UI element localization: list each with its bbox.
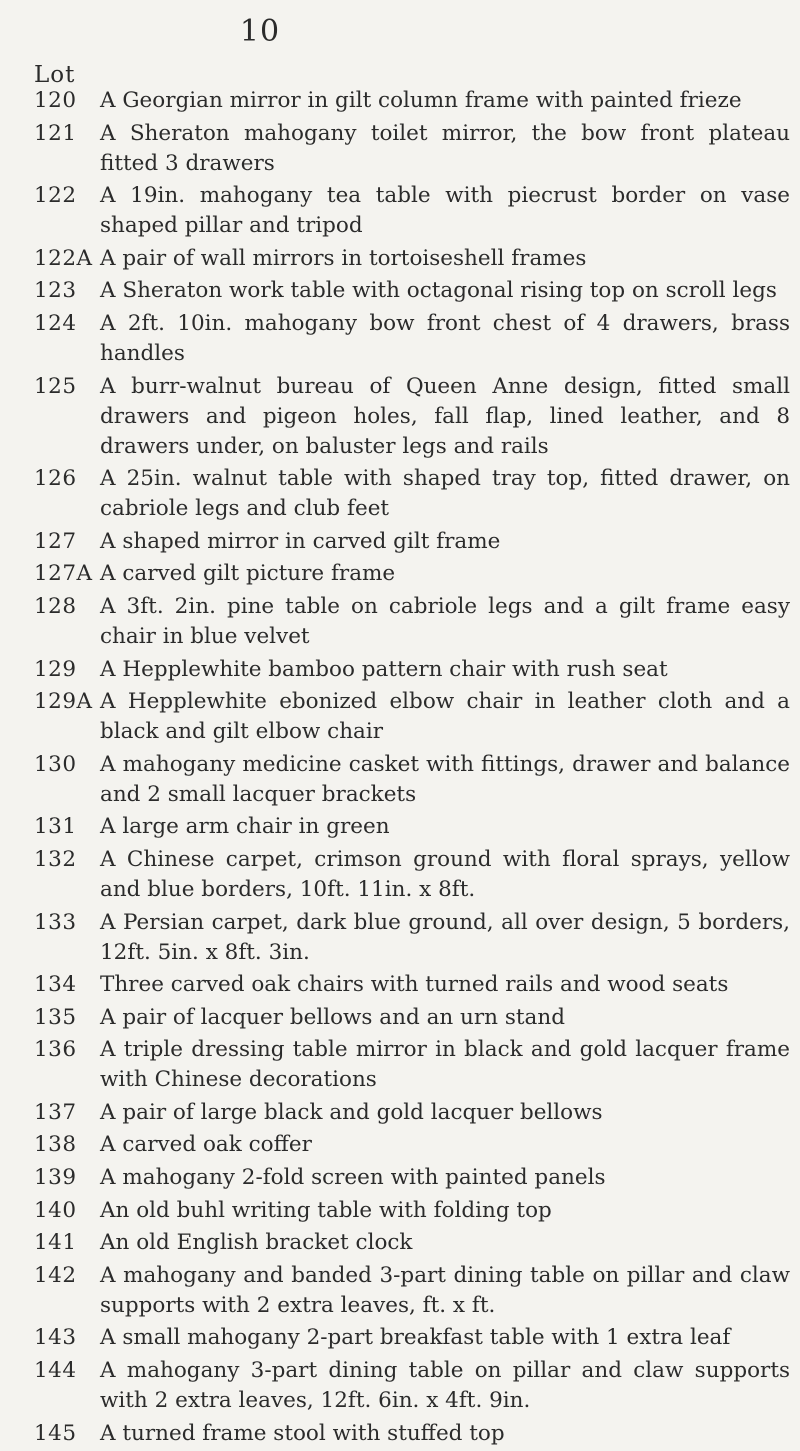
lot-entry: [34, 845, 790, 905]
lot-entry: [34, 1228, 790, 1258]
lot-entry: [34, 1035, 790, 1095]
lot-number: 131: [34, 814, 77, 840]
lot-description: A triple dressing table mirror in black and gold lacquer frame with Chinese decorations: [100, 1037, 790, 1093]
lot-entry: [34, 527, 790, 557]
lot-entry: [34, 119, 790, 179]
lot-entry: [34, 1323, 790, 1353]
lot-entry: [34, 1098, 790, 1128]
lot-number: 124: [34, 310, 77, 336]
lot-description: A Persian carpet, dark blue ground, all over design, 5 borders, 12ft. 5in. x 8ft. 3in.: [100, 909, 790, 965]
lot-description: A 3ft. 2in. pine table on cabriole legs and a gilt frame easy chair in blue velvet: [100, 593, 790, 649]
lot-description: A mahogany 3-part dining table on pillar and claw supports with 2 extra leaves, 12ft. 6in. x 4ft. 9in.: [100, 1358, 790, 1414]
lot-description: A Hepplewhite ebonized elbow chair in leather cloth and a black and gilt elbow chair: [100, 689, 790, 745]
lot-number: 122: [34, 183, 77, 209]
lot-number: 137: [34, 1099, 77, 1125]
lot-number: 123: [34, 278, 77, 304]
lot-number: 145: [34, 1420, 77, 1446]
lot-entry: [34, 181, 790, 241]
lot-number: 129: [34, 656, 77, 682]
lot-number: 136: [34, 1037, 77, 1063]
lot-description: A mahogany 2-fold screen with painted panels: [100, 1165, 606, 1191]
lot-description: A Hepplewhite bamboo pattern chair with rush seat: [100, 656, 668, 682]
page-number: 10: [239, 14, 281, 49]
lot-description: A Chinese carpet, crimson ground with floral sprays, yellow and blue borders, 10ft. 11in. x 8ft.: [100, 846, 790, 902]
lot-description: A 2ft. 10in. mahogany bow front chest of 4 drawers, brass handles: [100, 310, 790, 366]
lot-entry: [34, 812, 790, 842]
lot-number: 142: [34, 1262, 77, 1288]
lot-entry: [34, 1261, 790, 1321]
lot-number: 120: [34, 88, 77, 113]
lot-description: A Georgian mirror in gilt column frame with painted frieze: [100, 88, 742, 113]
lot-description: A large arm chair in green: [100, 814, 390, 840]
lot-number: 141: [34, 1230, 77, 1256]
lot-description: A pair of large black and gold lacquer bellows: [100, 1099, 603, 1125]
lot-number: 127: [34, 528, 77, 554]
lot-entry: [34, 309, 790, 369]
lot-number: 132: [34, 846, 77, 872]
lot-number: 133: [34, 909, 77, 935]
lot-description: A burr-walnut bureau of Queen Anne design, fitted small drawers and pigeon holes, fall flap, lined leather, and 8 drawers under, on baluster legs and rails: [100, 373, 790, 459]
lot-entry: [34, 464, 790, 524]
lot-description: A carved gilt picture frame: [100, 561, 396, 587]
lot-number: 126: [34, 466, 77, 492]
lot-description: A pair of wall mirrors in tortoiseshell frames: [100, 245, 587, 271]
lot-entry: [34, 1419, 790, 1449]
lot-number: 127A: [34, 561, 93, 587]
lot-number: 140: [34, 1197, 77, 1223]
lot-entry: [34, 592, 790, 652]
lot-number: 125: [34, 373, 77, 399]
lot-description: A 25in. walnut table with shaped tray top, fitted drawer, on cabriole legs and club feet: [100, 466, 790, 522]
lot-entry: [34, 1003, 790, 1033]
lot-description: A pair of lacquer bellows and an urn stand: [100, 1004, 565, 1030]
lot-description: A small mahogany 2-part breakfast table with 1 extra leaf: [100, 1325, 731, 1351]
lot-entry: [34, 1163, 790, 1193]
lot-number: 139: [34, 1165, 77, 1191]
lot-number: 121: [34, 120, 77, 146]
lot-number: 134: [34, 972, 77, 998]
lot-entry: [34, 750, 790, 810]
lot-entry: [34, 908, 790, 968]
lot-description: A 19in. mahogany tea table with piecrust border on vase shaped pillar and tripod: [100, 183, 790, 239]
lot-number: 128: [34, 593, 77, 619]
lot-description: An old English bracket clock: [100, 1230, 413, 1256]
lot-entry: [34, 687, 790, 747]
lot-entry: [34, 372, 790, 462]
lot-description: An old buhl writing table with folding top: [100, 1197, 552, 1223]
lot-number: 135: [34, 1004, 77, 1030]
lot-entry: [34, 655, 790, 685]
lot-description: A turned frame stool with stuffed top: [100, 1420, 505, 1446]
lot-description: A carved oak coffer: [100, 1132, 312, 1158]
lot-number: 130: [34, 751, 77, 777]
lot-description: A Sheraton mahogany toilet mirror, the bow front plateau fitted 3 drawers: [100, 120, 790, 176]
lot-entry: [34, 276, 790, 306]
lot-column-header: Lot: [34, 62, 76, 88]
lot-description: A Sheraton work table with octagonal rising top on scroll legs: [100, 278, 777, 304]
lot-entry: [34, 1196, 790, 1226]
lot-entry: [34, 86, 790, 116]
lot-description: Three carved oak chairs with turned rails and wood seats: [100, 972, 729, 998]
lot-entry: [34, 1356, 790, 1416]
lot-entry: [34, 559, 790, 589]
lot-entry: [34, 1130, 790, 1160]
lot-number: 144: [34, 1358, 77, 1384]
lot-number: 143: [34, 1325, 77, 1351]
lot-description: A shaped mirror in carved gilt frame: [100, 528, 501, 554]
lot-number: 122A: [34, 245, 93, 271]
lot-number: 129A: [34, 689, 93, 715]
lot-description: A mahogany and banded 3-part dining table on pillar and claw supports with 2 extra leaves, ft. x ft.: [100, 1262, 790, 1318]
lot-entry: [34, 970, 790, 1000]
lot-number: 138: [34, 1132, 77, 1158]
lot-list: [34, 86, 790, 1451]
lot-description: A mahogany medicine casket with fittings, drawer and balance and 2 small lacquer brackets: [100, 751, 790, 807]
lot-entry: [34, 244, 790, 274]
